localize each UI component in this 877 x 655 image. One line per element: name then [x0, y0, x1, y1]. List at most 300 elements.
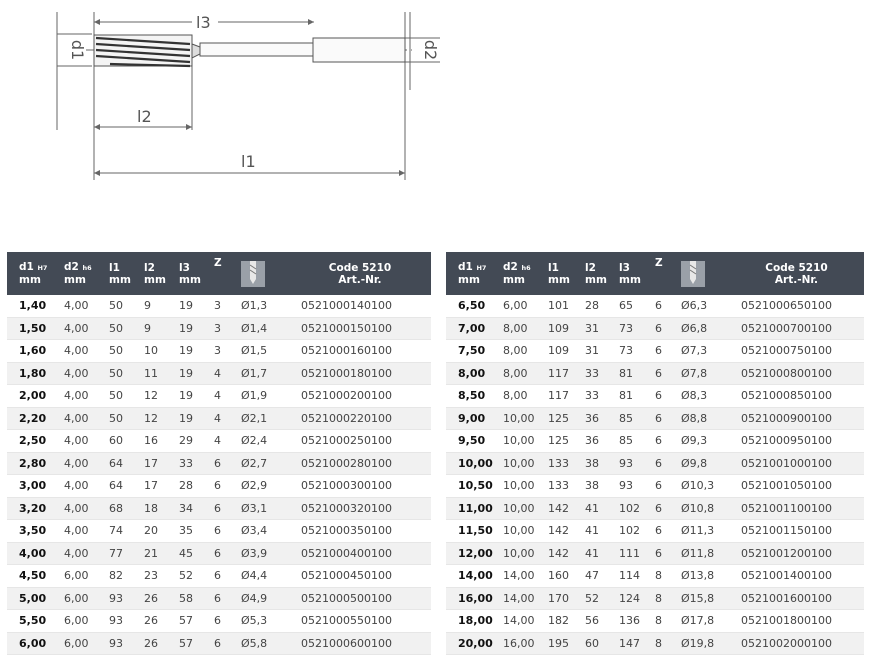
- col-z: Z: [655, 252, 681, 295]
- cell-l1: 50: [109, 362, 144, 385]
- cell-l3: 19: [179, 362, 214, 385]
- table-row: [446, 542, 864, 565]
- col-d2: d2 h6 mm: [64, 252, 109, 295]
- cell-l2: 31: [585, 340, 619, 363]
- cell-d1: 12,00: [446, 542, 503, 565]
- table-row: [446, 317, 864, 340]
- table-row: [446, 407, 864, 430]
- cell-code: 0521001200100: [729, 542, 864, 565]
- cell-l2: 47: [585, 565, 619, 588]
- cell-l2: 12: [144, 407, 179, 430]
- table-row: [7, 632, 431, 655]
- cell-l2: 52: [585, 587, 619, 610]
- cell-l1: 74: [109, 520, 144, 543]
- table-row: [7, 520, 431, 543]
- cell-d1: 7,00: [446, 317, 503, 340]
- cell-l3: 136: [619, 610, 655, 633]
- cell-l2: 21: [144, 542, 179, 565]
- cell-z: 8: [655, 610, 681, 633]
- cell-code: 0521000350100: [289, 520, 431, 543]
- cell-d1: 2,00: [7, 385, 64, 408]
- table-row: [7, 385, 431, 408]
- cell-d2: 14,00: [503, 610, 548, 633]
- cell-code: 0521000300100: [289, 475, 431, 498]
- cell-d1: 9,50: [446, 430, 503, 453]
- cell-code: 0521000500100: [289, 587, 431, 610]
- cell-code: 0521000400100: [289, 542, 431, 565]
- cell-code: 0521002000100: [729, 632, 864, 655]
- cell-l2: 18: [144, 497, 179, 520]
- cell-l3: 102: [619, 497, 655, 520]
- cell-code: 0521001050100: [729, 475, 864, 498]
- cell-z: 6: [214, 565, 241, 588]
- cell-code: 0521001600100: [729, 587, 864, 610]
- cell-pilot-drill: Ø8,8: [681, 407, 729, 430]
- cell-l2: 17: [144, 475, 179, 498]
- cell-d2: 10,00: [503, 475, 548, 498]
- table-row: [446, 430, 864, 453]
- cell-l2: 38: [585, 452, 619, 475]
- label-l3: l3: [196, 13, 211, 32]
- cell-d1: 4,00: [7, 542, 64, 565]
- cell-d2: 14,00: [503, 565, 548, 588]
- label-l1: l1: [241, 152, 256, 171]
- cell-z: 4: [214, 407, 241, 430]
- cell-l1: 60: [109, 430, 144, 453]
- cell-pilot-drill: Ø3,4: [241, 520, 289, 543]
- cell-l1: 109: [548, 317, 585, 340]
- cell-l3: 85: [619, 407, 655, 430]
- cell-d1: 8,50: [446, 385, 503, 408]
- cell-pilot-drill: Ø10,3: [681, 475, 729, 498]
- cell-z: 6: [214, 610, 241, 633]
- cell-pilot-drill: Ø11,3: [681, 520, 729, 543]
- cell-code: 0521000950100: [729, 430, 864, 453]
- cell-l1: 160: [548, 565, 585, 588]
- cell-d1: 3,50: [7, 520, 64, 543]
- cell-d2: 4,00: [64, 317, 109, 340]
- cell-d1: 16,00: [446, 587, 503, 610]
- cell-l2: 41: [585, 497, 619, 520]
- cell-z: 6: [655, 542, 681, 565]
- cell-z: 6: [655, 430, 681, 453]
- cell-pilot-drill: Ø11,8: [681, 542, 729, 565]
- cell-code: 0521000220100: [289, 407, 431, 430]
- cell-code: 0521001400100: [729, 565, 864, 588]
- cell-pilot-drill: Ø8,3: [681, 385, 729, 408]
- table-row: [446, 520, 864, 543]
- cell-pilot-drill: Ø4,9: [241, 587, 289, 610]
- cell-d2: 8,00: [503, 362, 548, 385]
- col-code: Code 5210 Art.-Nr.: [289, 252, 431, 295]
- cell-l3: 57: [179, 610, 214, 633]
- cell-code: 0521000900100: [729, 407, 864, 430]
- cell-z: 6: [655, 340, 681, 363]
- reamer-flutes: [94, 35, 200, 66]
- cell-l2: 28: [585, 295, 619, 317]
- cell-code: 0521001100100: [729, 497, 864, 520]
- cell-code: 0521000150100: [289, 317, 431, 340]
- cell-pilot-drill: Ø7,3: [681, 340, 729, 363]
- cell-pilot-drill: Ø4,4: [241, 565, 289, 588]
- cell-d2: 4,00: [64, 407, 109, 430]
- cell-d1: 18,00: [446, 610, 503, 633]
- cell-code: 0521000200100: [289, 385, 431, 408]
- table-row: [7, 430, 431, 453]
- cell-pilot-drill: Ø17,8: [681, 610, 729, 633]
- cell-z: 6: [655, 407, 681, 430]
- cell-z: 8: [655, 565, 681, 588]
- cell-d2: 4,00: [64, 295, 109, 317]
- cell-l1: 117: [548, 362, 585, 385]
- cell-l3: 34: [179, 497, 214, 520]
- cell-l2: 26: [144, 610, 179, 633]
- cell-z: 3: [214, 340, 241, 363]
- cell-pilot-drill: Ø7,8: [681, 362, 729, 385]
- cell-l1: 50: [109, 340, 144, 363]
- cell-z: 6: [655, 452, 681, 475]
- cell-z: 6: [655, 475, 681, 498]
- table-row: [7, 317, 431, 340]
- cell-l3: 147: [619, 632, 655, 655]
- table-row: [7, 475, 431, 498]
- cell-z: 3: [214, 295, 241, 317]
- label-d1: d1: [68, 39, 87, 61]
- cell-l1: 117: [548, 385, 585, 408]
- cell-d2: 10,00: [503, 452, 548, 475]
- cell-pilot-drill: Ø3,1: [241, 497, 289, 520]
- cell-d1: 5,50: [7, 610, 64, 633]
- cell-l1: 133: [548, 475, 585, 498]
- table-row: [446, 475, 864, 498]
- cell-l2: 36: [585, 430, 619, 453]
- cell-d2: 16,00: [503, 632, 548, 655]
- cell-l1: 182: [548, 610, 585, 633]
- cell-l1: 64: [109, 475, 144, 498]
- cell-l3: 111: [619, 542, 655, 565]
- cell-pilot-drill: Ø15,8: [681, 587, 729, 610]
- cell-d2: 4,00: [64, 542, 109, 565]
- cell-l2: 9: [144, 317, 179, 340]
- cell-code: 0521000850100: [729, 385, 864, 408]
- cell-d2: 8,00: [503, 340, 548, 363]
- cell-d1: 1,60: [7, 340, 64, 363]
- cell-pilot-drill: Ø1,7: [241, 362, 289, 385]
- cell-d2: 10,00: [503, 520, 548, 543]
- cell-d1: 1,40: [7, 295, 64, 317]
- cell-l2: 10: [144, 340, 179, 363]
- cell-l1: 64: [109, 452, 144, 475]
- cell-l2: 12: [144, 385, 179, 408]
- cell-l3: 28: [179, 475, 214, 498]
- cell-z: 6: [655, 317, 681, 340]
- table-row: [7, 610, 431, 633]
- cell-code: 0521000700100: [729, 317, 864, 340]
- cell-code: 0521000550100: [289, 610, 431, 633]
- cell-pilot-drill: Ø9,3: [681, 430, 729, 453]
- cell-l3: 52: [179, 565, 214, 588]
- table-row: [446, 295, 864, 317]
- cell-z: 6: [214, 520, 241, 543]
- cell-l2: 17: [144, 452, 179, 475]
- cell-pilot-drill: Ø1,3: [241, 295, 289, 317]
- table-row: [446, 497, 864, 520]
- col-d2: d2 h6 mm: [503, 252, 548, 295]
- cell-d2: 8,00: [503, 317, 548, 340]
- col-d1: d1 H7 mm: [7, 252, 64, 295]
- cell-l3: 114: [619, 565, 655, 588]
- cell-pilot-drill: Ø1,4: [241, 317, 289, 340]
- cell-l3: 19: [179, 407, 214, 430]
- cell-z: 6: [214, 452, 241, 475]
- reamer-neck: [200, 43, 313, 56]
- cell-d2: 4,00: [64, 475, 109, 498]
- cell-z: 6: [655, 520, 681, 543]
- cell-pilot-drill: Ø5,8: [241, 632, 289, 655]
- cell-d2: 4,00: [64, 497, 109, 520]
- col-l3: l3 mm: [619, 252, 655, 295]
- spec-table-right: [446, 252, 864, 655]
- cell-d1: 2,80: [7, 452, 64, 475]
- table-row: [7, 407, 431, 430]
- cell-code: 0521000800100: [729, 362, 864, 385]
- cell-pilot-drill: Ø1,5: [241, 340, 289, 363]
- cell-pilot-drill: Ø5,3: [241, 610, 289, 633]
- cell-code: 0521000280100: [289, 452, 431, 475]
- cell-pilot-drill: Ø2,7: [241, 452, 289, 475]
- table-row: [7, 452, 431, 475]
- table-header-row: [7, 252, 431, 295]
- cell-l2: 56: [585, 610, 619, 633]
- cell-d1: 3,20: [7, 497, 64, 520]
- table-row: [446, 587, 864, 610]
- cell-d2: 4,00: [64, 340, 109, 363]
- cell-l1: 142: [548, 497, 585, 520]
- cell-l2: 33: [585, 362, 619, 385]
- cell-d1: 1,50: [7, 317, 64, 340]
- cell-l1: 68: [109, 497, 144, 520]
- cell-d1: 11,00: [446, 497, 503, 520]
- cell-d1: 6,00: [7, 632, 64, 655]
- col-pilot-drill: [241, 252, 289, 295]
- spec-table-left: [7, 252, 431, 655]
- cell-l1: 125: [548, 407, 585, 430]
- cell-l2: 11: [144, 362, 179, 385]
- cell-l3: 19: [179, 385, 214, 408]
- cell-z: 6: [214, 632, 241, 655]
- cell-d2: 8,00: [503, 385, 548, 408]
- cell-pilot-drill: Ø2,9: [241, 475, 289, 498]
- cell-l2: 20: [144, 520, 179, 543]
- cell-l3: 19: [179, 340, 214, 363]
- col-code: Code 5210 Art.-Nr.: [729, 252, 864, 295]
- cell-z: 6: [655, 385, 681, 408]
- cell-l1: 133: [548, 452, 585, 475]
- cell-l3: 124: [619, 587, 655, 610]
- cell-d2: 4,00: [64, 385, 109, 408]
- cell-z: 6: [214, 542, 241, 565]
- cell-pilot-drill: Ø13,8: [681, 565, 729, 588]
- cell-d1: 10,50: [446, 475, 503, 498]
- cell-l3: 81: [619, 362, 655, 385]
- table-row: [446, 385, 864, 408]
- cell-l1: 50: [109, 385, 144, 408]
- cell-d2: 6,00: [503, 295, 548, 317]
- cell-code: 0521001150100: [729, 520, 864, 543]
- cell-l1: 195: [548, 632, 585, 655]
- cell-l1: 109: [548, 340, 585, 363]
- col-z: Z: [214, 252, 241, 295]
- label-d2: d2: [421, 39, 440, 61]
- reamer-shank: [313, 38, 405, 62]
- col-l1: l1 mm: [109, 252, 144, 295]
- cell-d2: 4,00: [64, 452, 109, 475]
- cell-l3: 33: [179, 452, 214, 475]
- cell-z: 4: [214, 385, 241, 408]
- cell-code: 0521000180100: [289, 362, 431, 385]
- cell-pilot-drill: Ø3,9: [241, 542, 289, 565]
- cell-d1: 14,00: [446, 565, 503, 588]
- cell-l1: 93: [109, 610, 144, 633]
- cell-z: 6: [655, 497, 681, 520]
- cell-d2: 10,00: [503, 430, 548, 453]
- cell-l3: 45: [179, 542, 214, 565]
- cell-code: 0521000140100: [289, 295, 431, 317]
- cell-d1: 4,50: [7, 565, 64, 588]
- table-row: [446, 565, 864, 588]
- cell-d1: 2,50: [7, 430, 64, 453]
- cell-l1: 125: [548, 430, 585, 453]
- cell-d1: 9,00: [446, 407, 503, 430]
- cell-pilot-drill: Ø6,3: [681, 295, 729, 317]
- col-l1: l1 mm: [548, 252, 585, 295]
- cell-pilot-drill: Ø9,8: [681, 452, 729, 475]
- cell-pilot-drill: Ø6,8: [681, 317, 729, 340]
- col-l2: l2 mm: [585, 252, 619, 295]
- cell-pilot-drill: Ø10,8: [681, 497, 729, 520]
- cell-z: 6: [655, 362, 681, 385]
- table-header-row: [446, 252, 864, 295]
- label-l2: l2: [137, 107, 152, 126]
- cell-l2: 16: [144, 430, 179, 453]
- cell-l1: 50: [109, 317, 144, 340]
- cell-code: 0521000250100: [289, 430, 431, 453]
- table-row: [446, 340, 864, 363]
- cell-code: 0521000450100: [289, 565, 431, 588]
- cell-code: 0521000320100: [289, 497, 431, 520]
- cell-l2: 60: [585, 632, 619, 655]
- cell-l2: 41: [585, 542, 619, 565]
- cell-pilot-drill: Ø2,4: [241, 430, 289, 453]
- cell-l2: 31: [585, 317, 619, 340]
- col-l3: l3 mm: [179, 252, 214, 295]
- cell-d1: 3,00: [7, 475, 64, 498]
- cell-z: 8: [655, 632, 681, 655]
- cell-code: 0521001800100: [729, 610, 864, 633]
- cell-z: 6: [214, 587, 241, 610]
- cell-l3: 93: [619, 452, 655, 475]
- cell-l1: 101: [548, 295, 585, 317]
- cell-l1: 82: [109, 565, 144, 588]
- cell-z: 6: [655, 295, 681, 317]
- cell-code: 0521000650100: [729, 295, 864, 317]
- cell-l1: 142: [548, 520, 585, 543]
- table-row: [446, 610, 864, 633]
- cell-code: 0521000750100: [729, 340, 864, 363]
- cell-d2: 10,00: [503, 542, 548, 565]
- table-row: [7, 340, 431, 363]
- cell-z: 8: [655, 587, 681, 610]
- table-row: [446, 452, 864, 475]
- cell-d1: 20,00: [446, 632, 503, 655]
- cell-d2: 4,00: [64, 362, 109, 385]
- drill-hole-icon: [681, 261, 705, 287]
- cell-l3: 73: [619, 317, 655, 340]
- cell-l2: 26: [144, 632, 179, 655]
- cell-l1: 77: [109, 542, 144, 565]
- cell-z: 3: [214, 317, 241, 340]
- table-row: [7, 587, 431, 610]
- cell-z: 6: [214, 497, 241, 520]
- cell-l2: 36: [585, 407, 619, 430]
- cell-d1: 1,80: [7, 362, 64, 385]
- cell-d2: 6,00: [64, 587, 109, 610]
- table-row: [7, 362, 431, 385]
- cell-l3: 19: [179, 295, 214, 317]
- cell-pilot-drill: Ø2,1: [241, 407, 289, 430]
- cell-l1: 170: [548, 587, 585, 610]
- cell-code: 0521001000100: [729, 452, 864, 475]
- cell-d1: 10,00: [446, 452, 503, 475]
- reamer-technical-drawing: [0, 0, 460, 200]
- cell-pilot-drill: Ø1,9: [241, 385, 289, 408]
- table-row: [7, 542, 431, 565]
- cell-l2: 9: [144, 295, 179, 317]
- cell-d1: 7,50: [446, 340, 503, 363]
- table-row: [7, 565, 431, 588]
- cell-d1: 8,00: [446, 362, 503, 385]
- table-row: [7, 497, 431, 520]
- cell-d1: 11,50: [446, 520, 503, 543]
- cell-l2: 41: [585, 520, 619, 543]
- cell-d2: 4,00: [64, 430, 109, 453]
- cell-l3: 65: [619, 295, 655, 317]
- cell-l2: 38: [585, 475, 619, 498]
- cell-d2: 4,00: [64, 520, 109, 543]
- cell-l3: 19: [179, 317, 214, 340]
- cell-l2: 33: [585, 385, 619, 408]
- cell-l3: 102: [619, 520, 655, 543]
- cell-l3: 58: [179, 587, 214, 610]
- cell-pilot-drill: Ø19,8: [681, 632, 729, 655]
- cell-z: 6: [214, 475, 241, 498]
- cell-d2: 10,00: [503, 497, 548, 520]
- cell-l3: 35: [179, 520, 214, 543]
- cell-l2: 23: [144, 565, 179, 588]
- cell-d2: 6,00: [64, 632, 109, 655]
- cell-l3: 73: [619, 340, 655, 363]
- cell-l1: 142: [548, 542, 585, 565]
- cell-d1: 5,00: [7, 587, 64, 610]
- cell-d2: 10,00: [503, 407, 548, 430]
- cell-l3: 81: [619, 385, 655, 408]
- col-d1: d1 H7 mm: [446, 252, 503, 295]
- cell-l1: 50: [109, 295, 144, 317]
- cell-d1: 6,50: [446, 295, 503, 317]
- cell-l2: 26: [144, 587, 179, 610]
- cell-l3: 57: [179, 632, 214, 655]
- cell-code: 0521000160100: [289, 340, 431, 363]
